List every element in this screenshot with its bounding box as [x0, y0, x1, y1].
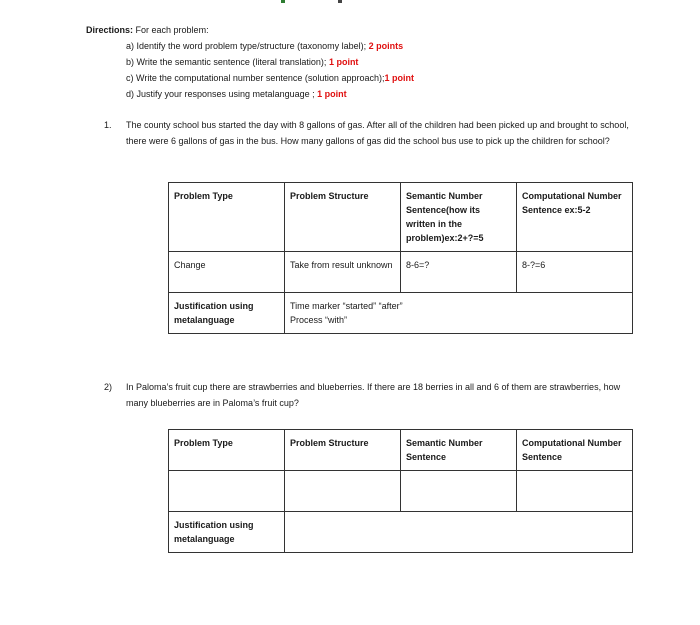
- table-header-row: [169, 430, 633, 471]
- cell-problem-structure: Take from result unknown: [285, 252, 401, 293]
- header-computational-sentence: Computational Number Sentence ex:5-2: [517, 183, 633, 252]
- problem-2-text: In Paloma’s fruit cup there are strawberries and blueberries. If there are 18 berries in all and 6 of them are strawberries, how many blueberries are in Paloma’s fruit cup?: [126, 382, 621, 408]
- directions-heading: Directions:: [86, 25, 134, 35]
- header-computational-sentence: Computational Number Sentence: [517, 430, 633, 471]
- justification-answer-cell[interactable]: [285, 512, 633, 553]
- top-decoration: [0, 0, 700, 4]
- direction-b-points: 1 point: [328, 57, 359, 67]
- problem-1-number: 1.: [104, 120, 112, 130]
- direction-a-points: 2 points: [368, 41, 404, 51]
- cell-problem-type: Change: [169, 252, 285, 293]
- direction-item-d: [86, 86, 414, 102]
- table-header-row: [169, 183, 633, 252]
- problem-2-number: 2): [104, 382, 113, 392]
- problem-1: [104, 117, 639, 149]
- header-problem-structure: Problem Structure: [285, 430, 401, 471]
- justification-row: [169, 512, 633, 553]
- direction-d-text: d) Justify your responses using metalanguage ;: [126, 89, 315, 99]
- answer-cell-semantic-sentence[interactable]: [401, 471, 517, 512]
- problem-2: [104, 379, 639, 411]
- justification-answer: [285, 293, 633, 334]
- justification-label: Justification using metalanguage: [169, 293, 285, 334]
- direction-d-points: 1 point: [317, 89, 347, 99]
- justification-line-1: Time marker “started” “after”: [290, 301, 403, 311]
- top-mark-green: [281, 0, 285, 3]
- answer-cell-problem-structure[interactable]: [285, 471, 401, 512]
- justification-row: [169, 293, 633, 334]
- directions-heading-line: [86, 22, 414, 38]
- direction-b-text: b) Write the semantic sentence (literal translation);: [126, 57, 327, 67]
- justification-label: Justification using metalanguage: [169, 512, 285, 553]
- answer-cell-problem-type[interactable]: [169, 471, 285, 512]
- cell-semantic-sentence: 8-6=?: [401, 252, 517, 293]
- table-row: [169, 471, 633, 512]
- directions-block: [86, 22, 414, 102]
- header-semantic-sentence: Semantic Number Sentence: [401, 430, 517, 471]
- directions-intro: For each problem:: [135, 25, 209, 35]
- header-semantic-sentence: Semantic Number Sentence(how its written in the problem)ex:2+?=5: [401, 183, 517, 252]
- header-problem-type: Problem Type: [169, 183, 285, 252]
- direction-item-b: [86, 54, 414, 70]
- header-problem-type: Problem Type: [169, 430, 285, 471]
- table-row: [169, 252, 633, 293]
- direction-item-c: [86, 70, 414, 86]
- direction-item-a: [86, 38, 414, 54]
- answer-cell-computational-sentence[interactable]: [517, 471, 633, 512]
- direction-c-points: 1 point: [384, 73, 414, 83]
- problem-1-text: The county school bus started the day with 8 gallons of gas. After all of the children had been picked up and brought to school, there were 6 gallons of gas in the bus. How many gallons of gas did the school bus use to pick up the children for school?: [126, 120, 629, 146]
- direction-c-text: c) Write the computational number sentence (solution approach);: [126, 73, 385, 83]
- top-mark-dark: [338, 0, 342, 3]
- justification-line-2: Process “with”: [290, 315, 348, 325]
- problem-1-table: [168, 182, 633, 334]
- cell-computational-sentence: 8-?=6: [517, 252, 633, 293]
- problem-2-table: [168, 429, 633, 553]
- header-problem-structure: Problem Structure: [285, 183, 401, 252]
- direction-a-text: a) Identify the word problem type/structure (taxonomy label);: [126, 41, 367, 51]
